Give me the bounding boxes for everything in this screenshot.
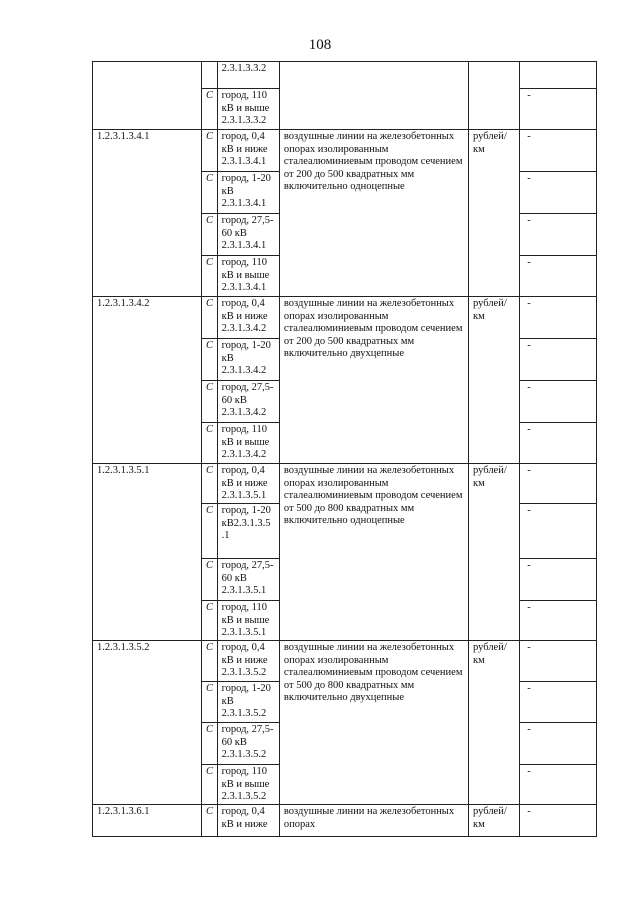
marker-cell: С xyxy=(202,682,218,723)
value-cell: - xyxy=(520,381,597,423)
description-cell: воздушные линии на железобетонных опорах изолированным сталеалюминиевым проводом сечением от 200 до 500 квадратных мм включительно одноцепные xyxy=(279,130,468,297)
city-cell: город, 1-20 кВ 2.3.1.3.4.1 xyxy=(217,172,279,214)
marker-cell: С xyxy=(202,256,218,297)
city-cell: город, 0,4 кВ и ниже 2.3.1.3.4.1 xyxy=(217,130,279,172)
city-cell: город, 27,5-60 кВ 2.3.1.3.4.2 xyxy=(217,381,279,423)
city-cell: город, 0,4 кВ и ниже 2.3.1.3.4.2 xyxy=(217,297,279,339)
description-cell: воздушные линии на железобетонных опорах изолированным сталеалюминиевым проводом сечением от 500 до 800 квадратных мм включительно одноцепные xyxy=(279,464,468,641)
value-cell: - xyxy=(520,682,597,723)
value-cell: - xyxy=(520,559,597,601)
description-cell: воздушные линии на железобетонных опорах изолированным сталеалюминиевым проводом сечением от 200 до 500 квадратных мм включительно двухцепные xyxy=(279,297,468,464)
table-row xyxy=(93,464,597,504)
marker-cell xyxy=(202,62,218,89)
city-cell: город, 110 кВ и выше 2.3.1.3.4.1 xyxy=(217,256,279,297)
unit-cell: рублей/ км xyxy=(469,297,520,464)
code-cell xyxy=(93,62,202,130)
value-cell: - xyxy=(520,89,597,130)
value-cell xyxy=(520,62,597,89)
table-row xyxy=(93,641,597,682)
description-cell: воздушные линии на железобетонных опорах xyxy=(279,805,468,837)
value-cell: - xyxy=(520,214,597,256)
code-cell: 1.2.3.1.3.5.2 xyxy=(93,641,202,805)
marker-cell: С xyxy=(202,504,218,559)
table-row xyxy=(93,297,597,339)
marker-cell: С xyxy=(202,130,218,172)
marker-cell: С xyxy=(202,381,218,423)
city-cell: город, 110 кВ и выше 2.3.1.3.3.2 xyxy=(217,89,279,130)
unit-cell: рублей/ км xyxy=(469,130,520,297)
marker-cell: С xyxy=(202,339,218,381)
value-cell: - xyxy=(520,601,597,641)
marker-cell: С xyxy=(202,559,218,601)
value-cell: - xyxy=(520,256,597,297)
unit-cell: рублей/ км xyxy=(469,805,520,837)
marker-cell: С xyxy=(202,423,218,464)
value-cell: - xyxy=(520,723,597,765)
code-cell: 1.2.3.1.3.6.1 xyxy=(93,805,202,837)
marker-cell: С xyxy=(202,723,218,765)
unit-cell: рублей/ км xyxy=(469,641,520,805)
table-row xyxy=(93,62,597,89)
code-cell: 1.2.3.1.3.4.1 xyxy=(93,130,202,297)
marker-cell: С xyxy=(202,765,218,805)
value-cell: - xyxy=(520,641,597,682)
value-cell: - xyxy=(520,423,597,464)
marker-cell: С xyxy=(202,805,218,837)
marker-cell: С xyxy=(202,172,218,214)
value-cell: - xyxy=(520,805,597,837)
marker-cell: С xyxy=(202,601,218,641)
city-cell: город, 1-20 кВ 2.3.1.3.5.2 xyxy=(217,682,279,723)
city-cell: город, 27,5-60 кВ 2.3.1.3.4.1 xyxy=(217,214,279,256)
table-row xyxy=(93,805,597,837)
city-cell: город, 0,4 кВ и ниже 2.3.1.3.5.1 xyxy=(217,464,279,504)
city-cell: город, 110 кВ и выше 2.3.1.3.5.2 xyxy=(217,765,279,805)
value-cell: - xyxy=(520,130,597,172)
unit-cell xyxy=(469,62,520,130)
city-cell: город, 110 кВ и выше 2.3.1.3.5.1 xyxy=(217,601,279,641)
city-cell: город, 1-20 кВ 2.3.1.3.4.2 xyxy=(217,339,279,381)
value-cell: - xyxy=(520,464,597,504)
value-cell: - xyxy=(520,504,597,559)
marker-cell: С xyxy=(202,297,218,339)
code-cell: 1.2.3.1.3.5.1 xyxy=(93,464,202,641)
description-cell: воздушные линии на железобетонных опорах изолированным сталеалюминиевым проводом сечением от 500 до 800 квадратных мм включительно двухцепные xyxy=(279,641,468,805)
marker-cell: С xyxy=(202,214,218,256)
value-cell: - xyxy=(520,297,597,339)
value-cell: - xyxy=(520,339,597,381)
city-cell: город, 27,5-60 кВ 2.3.1.3.5.1 xyxy=(217,559,279,601)
marker-cell: С xyxy=(202,89,218,130)
unit-cell: рублей/ км xyxy=(469,464,520,641)
city-cell: город, 27,5-60 кВ 2.3.1.3.5.2 xyxy=(217,723,279,765)
city-cell: город, 0,4 кВ и ниже xyxy=(217,805,279,837)
city-cell: 2.3.1.3.3.2 xyxy=(217,62,279,89)
description-cell xyxy=(279,62,468,130)
marker-cell: С xyxy=(202,464,218,504)
marker-cell: С xyxy=(202,641,218,682)
table-row xyxy=(93,130,597,172)
city-cell: город, 0,4 кВ и ниже 2.3.1.3.5.2 xyxy=(217,641,279,682)
page-number: 108 xyxy=(308,37,332,53)
city-cell: город, 110 кВ и выше 2.3.1.3.4.2 xyxy=(217,423,279,464)
code-cell: 1.2.3.1.3.4.2 xyxy=(93,297,202,464)
city-cell: город, 1-20 кВ2.3.1.3.5 .1 xyxy=(217,504,279,559)
value-cell: - xyxy=(520,765,597,805)
tariff-table xyxy=(92,61,597,837)
value-cell: - xyxy=(520,172,597,214)
